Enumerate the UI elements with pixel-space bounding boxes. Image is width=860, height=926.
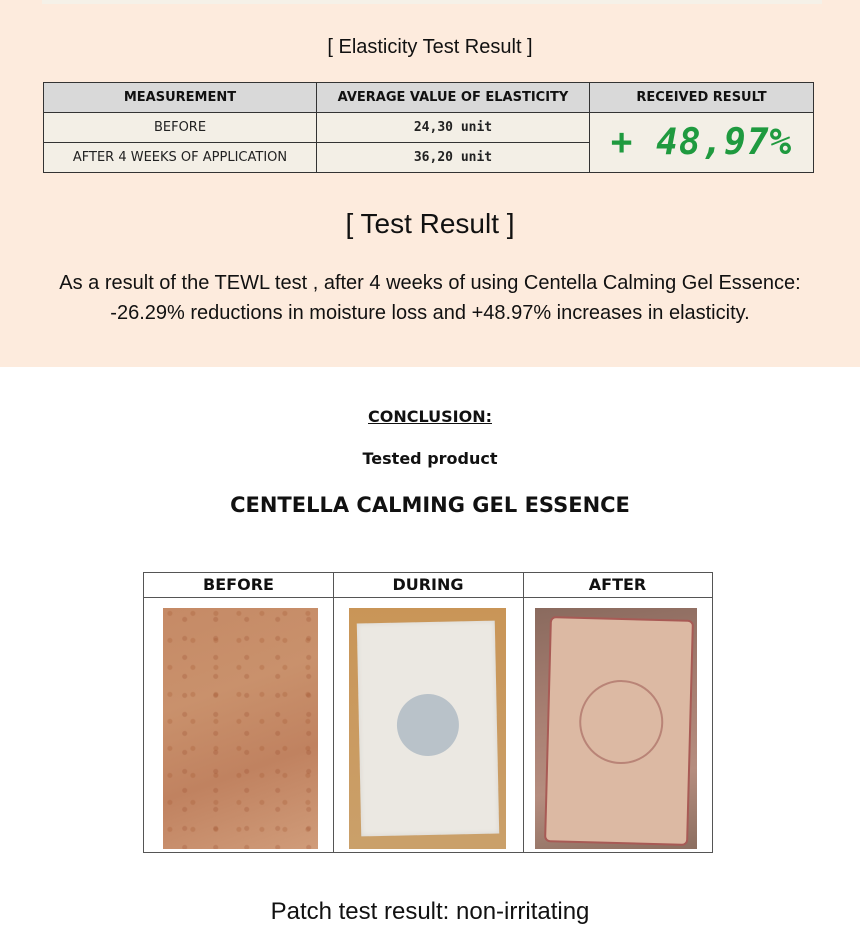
patch-header-after: AFTER	[588, 575, 647, 594]
patch-pad	[357, 621, 499, 837]
skin-photo-during	[349, 608, 506, 849]
product-name: CENTELLA CALMING GEL ESSENCE	[230, 493, 630, 517]
test-result-line-2: -26.29% reductions in moisture loss and +48.97% increases in elasticity.	[110, 302, 750, 324]
test-result-text	[0, 268, 860, 328]
measurement-before: BEFORE	[44, 113, 317, 143]
patch-ring-mark	[578, 679, 664, 765]
column-divider	[333, 573, 334, 852]
test-result-title: [ Test Result ]	[345, 208, 515, 239]
patch-header-during: DURING	[392, 575, 464, 594]
header-measurement: MEASUREMENT	[44, 83, 317, 113]
header-received-result: RECEIVED RESULT	[590, 83, 814, 113]
patch-test-result: Patch test result: non-irritating	[270, 898, 590, 925]
value-before: 24,30 unit	[317, 113, 590, 143]
patch-area	[544, 616, 694, 846]
previous-table-edge	[42, 0, 822, 4]
table-header-row	[44, 83, 814, 113]
elasticity-title: [ Elasticity Test Result ]	[327, 36, 533, 58]
table-row	[44, 113, 814, 143]
skin-photo-before	[163, 608, 318, 849]
skin-photo-after	[535, 608, 697, 849]
measurement-after: AFTER 4 WEEKS OF APPLICATION	[44, 143, 317, 173]
test-result-line-1: As a result of the TEWL test , after 4 weeks of using Centella Calming Gel Essence:	[59, 272, 801, 294]
patch-test-table	[143, 572, 713, 853]
conclusion-label: CONCLUSION:	[368, 407, 492, 426]
elasticity-table	[43, 82, 814, 173]
patch-header-row	[144, 573, 712, 598]
tested-product-label: Tested product	[362, 449, 498, 468]
column-divider	[523, 573, 524, 852]
patch-disc	[396, 693, 459, 756]
received-result: + 48,97%	[590, 113, 814, 173]
patch-header-before: BEFORE	[203, 575, 274, 594]
value-after: 36,20 unit	[317, 143, 590, 173]
header-average-value: AVERAGE VALUE OF ELASTICITY	[317, 83, 590, 113]
